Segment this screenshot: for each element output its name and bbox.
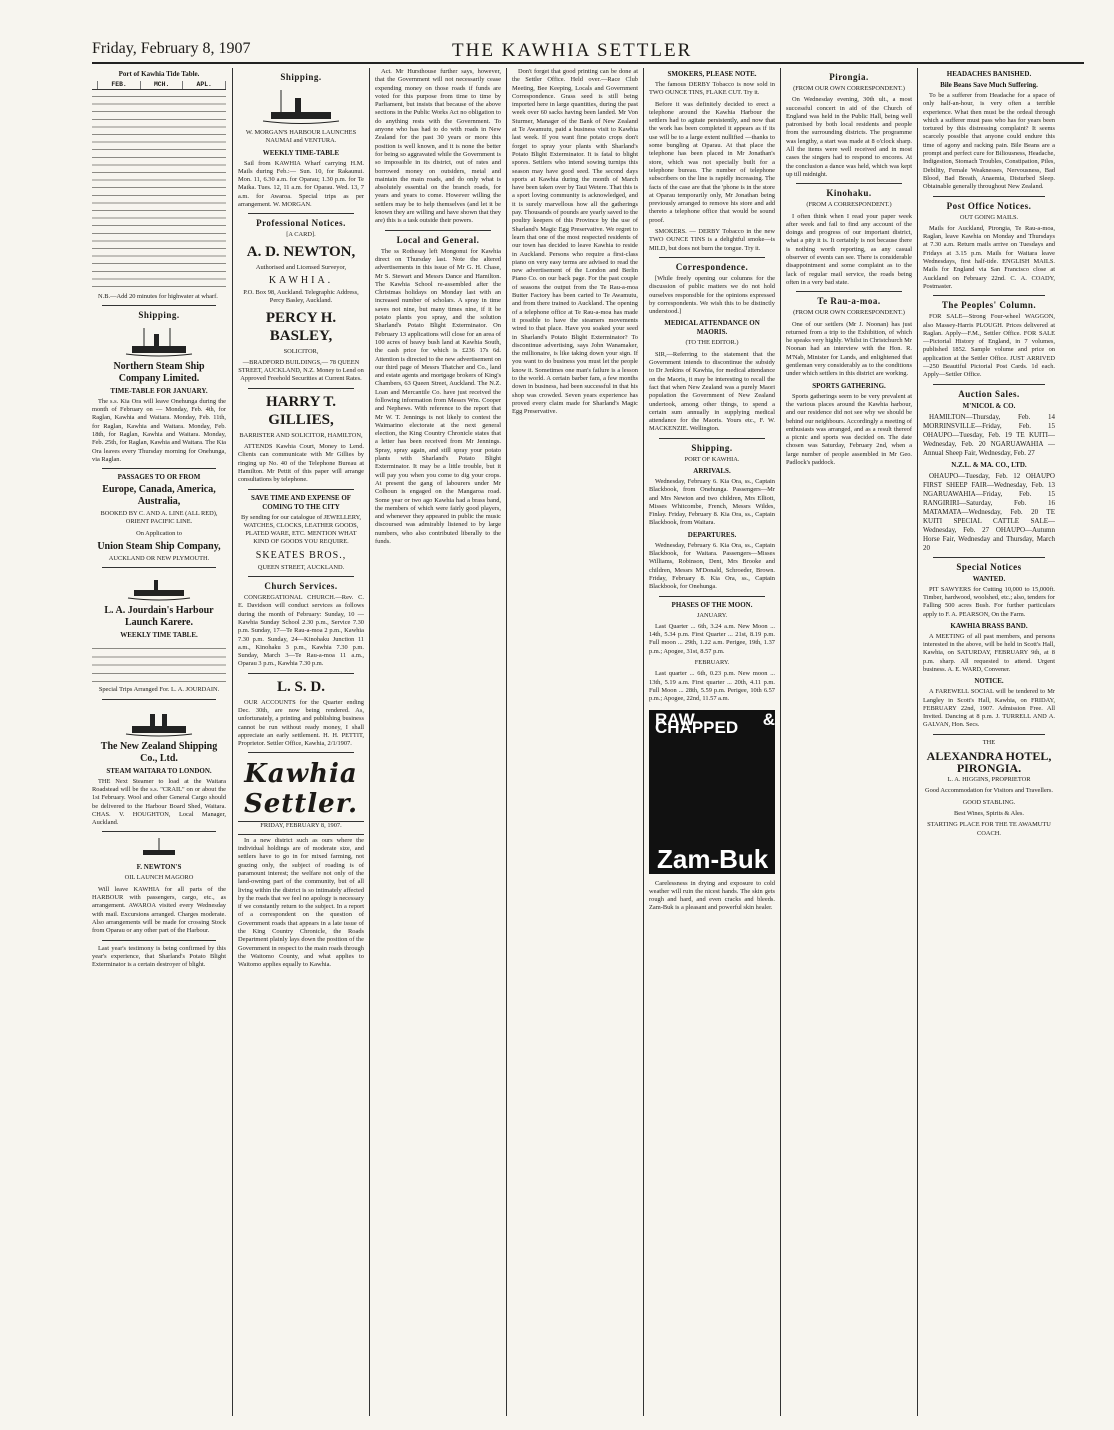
pirongia-text: On Wednesday evening, 30th ult., a most successful concert in aid of the Church of England was held in the Public Hall, being well patronised by both local residents and people from the surrounding districts. The programme was lengthy, a start was made at 8 o'clock sharp. All the items were well received and in most cases the singers had to respond to encores. At the conclusion a dance was held, which was kept up till midnight. [786,96,912,178]
zambuk-text: Carelessness in drying and exposure to cold weather will ruin the nicest hands. The skin gets rough and hard, and even cracks and bleeds. Zam-Buk is a pleasant and powerful skin healer. [649,879,775,912]
gillies-text: ATTENDS Kawhia Court, Money to Lend. Clients can communicate with Mr Gillies by ringing up No. 40 of the Telephone Bureau at Hamilton. Mr Pettit of this paper will arrange consultations by telephone. [238,443,364,484]
hotel-stabling: GOOD STABLING. [962,798,1016,806]
newton-role: Authorised and Licensed Surveyor, [255,263,347,271]
notice-heading: NOTICE. [974,677,1004,686]
wanted-text: PIT SAWYERS for Cutting 10,000 to 15,000ft. Timber, hardwood, woolshed, etc.; also, tenders for Falling 500 acres Bush. For further particulars apply to F. A. PEARSON, On the Farm. [923,585,1055,618]
steamship-icon [124,704,194,738]
paper-title: THE KAWHIA SETTLER [452,40,693,61]
basley-role: SOLICITOR, [283,347,319,355]
tide-table-title: Port of Kawhia Tide Table. [118,70,200,78]
nzl-list: OHAUPO—Tuesday, Feb. 12 OHAUPO FIRST SHEEP FAIR—Wednesday, Feb. 13 NGARUAWAHIA—Friday, Feb. 15 RANGIRIRI—Saturday, Feb. 16 MATAMATA—Wednesday, Feb. 20 TE KUITI SPECIAL CATTLE SALE—Wednesday, Feb. 27 OHAUPO—Autumn Horse Fair, Wednesday and Thursday, March 20 [923,471,1055,552]
port-label: PORT OF KAWHIA. [684,455,740,463]
morgan-title: W. MORGAN'S HARBOUR LAUNCHES NAUMAI and VENTURA. [245,129,357,145]
hotel-name: ALEXANDRA HOTEL, PIRONGIA. [926,749,1052,776]
hotel-the: THE [982,738,996,746]
column-rule [643,68,644,1416]
derby-ad-text: SMOKERS. — DERBY Tobacco in the new TWO OUNCE TINS is a delightful smoke—is MILD, but does not burn the tongue. Try it. [649,228,775,252]
passages-destinations: Europe, Canada, America, Australia, [102,484,216,508]
jourdain-text: Special Trips Arranged For. L. A. JOURDAIN. [98,686,220,694]
february-label: FEBRUARY. [694,659,730,667]
launch-ship-icon [124,572,194,602]
shipping-heading: Shipping. [138,309,180,320]
zambuk-headline: RAW & CHAPPED [655,709,775,737]
february-phases: Last quarter ... 6th, 0.23 p.m. New moon ... 13th, 5.19 a.m. First quarter ... 20th, 4.11 p.m. Full Moon ... 28th, 5.59 p.m. Perigee, 10th 6.57 p.m.; Apogee, 22nd, 11.57 a.m. [649,670,775,703]
teraua-heading: Te Rau-a-moa. [817,296,881,307]
oil-launch-icon [139,836,179,860]
departures-heading: DEPARTURES. [687,530,737,539]
nzs-title: The New Zealand Shipping Co., Ltd. [100,740,218,764]
local-news-text: Don't forget that good printing can be done at the Settler Office. Held over.—Race Club Meeting, Bee Keeping, Locals and Government Correspondence. Grass seed is still being imported here in large quantities, during the past week over 60 sacks having been landed. Mr Von Sturmer, Manager of the Bank of New Zealand at Te Awamutu, paid a business visit to Kawhia last week. If you want fine potato crops don't forget to spray your plants with Sharland's Potato Blight Exterminator. It is fatal to blight spores. Settlers who intend sowing turnips this season may have good seed. The second days sports at Kawhia during the month of March have been taken over by Taui Wetere. That this is a sport loving community is acknowledged, and it is surely marvellous how all the gatherings pay. Thousands of pounds are yearly saved to the poultry keepers of this Province by the use of Sharland's Magic Egg Preservative. We regret to learn that one of the most respected residents of our town has decided to leave Kawhia to reside in Auckland. Persons who require a first-class piano on very easy terms are advised to read the new advertisement of the London and Berlin Piano Co. on our back page. For the past couple of seasons the output from the Te Rau-a-moa Butter Factory has been carted to Te Awamutu, and from there trained to Auckland. The opening of a telephone office at Te Rau-a-moa has made it possible to have the steamers movements wired to that place. Have you soaked your seed in Sharland's Potato Blight Exterminator? To discontinue advertising, says John Wanamaker, the millionaire, is like taking down your sign. If you want to do business you must let the people know it. Sometimes one man's failure is a lesson to the world. A certain barber fam, a few months down in business, had been successful in that his shop was crowded. Seven years experience has proved every claim made for Sharland's Magic Egg Preservative. [512,68,638,416]
steamer-ship-icon [124,324,194,358]
newton-address: P.O. Box 98, Auckland. Telegraphic Address, Percy Basley, Auckland. [243,288,359,305]
masthead-rule [238,821,364,834]
basley-name: PERCY H. BASLEY, [265,309,337,344]
smokers-heading: SMOKERS, PLEASE NOTE. [667,70,757,78]
passages-apply: On Application to [136,529,182,537]
masthead: Kawhia Settler. [243,759,359,820]
telephone-article: Before it was definitely decided to erect a telephone around the Kawhia Harbour the settlers had to agitate persistently, and now that the work has been completed it appears as if its use will be to a large extent nullified —thanks to some bungling at Oparau. At that place the telephone has been placed in Mr Jonathan's store, which was not specially built for a telephone bureau. The number of telephone subscribers on the line is rapidly increasing. The facts of the case are that the 'phone is in the store at Oparau temporarily only, Mr Jonathan being previously arranged to remove his store and add thereto a telephone office that would be sound proof. [649,100,775,224]
church-text: CONGREGATIONAL CHURCH.—Rev. C. E. Davidson will conduct services as follows during the month of February: Sunday, 10 — Kawhia Sunday School 2.30 p.m., Service 7.30 p.m. Sunday, 17—Te Rau-a-moa 2 p.m., Kawhia 7.30 p.m. Sunday, 24—Kinohaku Junction 11 a.m., Kinohaku 3 p.m., Kawhia 7.30 p.m. Sunday, March 3—Te Rau-a-moa 11 a.m., Oparau 3 p.m., Kawhia 7.30 p.m. [238,594,364,668]
morgan-text: Sail from KAWHIA Wharf carrying H.M. Mails during Feb.:— Sun. 10, for Rakaunui. Mon. 11, 6.30 a.m. for Oparau; 1.30 p.m. for Te Maika. Tues. 12, 11 a.m. for Oparau. Wed. 13, 7 a.m. for Awaroa. Special trips as per arrangement. W. MORGAN. [238,159,364,209]
sports-heading: SPORTS GATHERING. [812,381,886,390]
blight-ad-text: Last year's testimony is being confirmed by this year's experience, that Sharland's Potato Blight Exterminator is a certain destroyer of blight. [92,944,226,969]
special-notices-heading: Special Notices [956,561,1022,572]
skeates-name: SKEATES BROS., [255,549,347,561]
gillies-name: HARRY T. GILLIES, [265,393,337,428]
passages-title: PASSAGES TO OR FROM [117,473,201,482]
column-rule [917,68,918,1416]
professional-notices-heading: Professional Notices. [256,218,346,229]
shipping-heading: Shipping. [280,72,322,82]
column-rule [232,68,233,1416]
page-header [92,40,1084,64]
hotel-coach: STARTING PLACE FOR THE TE AWAMUTU COACH. [927,821,1051,837]
lsd-text: OUR ACCOUNTS for the Quarter ending Dec. 30th, are now being rendered. As, unfortunately, a printing and publishing business cannot be run without ready money, I shall appreciate an early settlement. H. H. PETTIT, Proprietor. Settler Office, Kawhia, 2/1/1907. [238,698,364,748]
nss-text: The s.s. Kia Ora will leave Onehunga during the month of February on — Monday, Feb. 4th, for Raglan, Kawhia and Waitara. Monday, Feb. 11th, for Raglan, Kawhia and Waitara. Monday, Feb. 18th, for Raglan, Kawhia and Waitara. Monday, Feb. 25th, for Raglan, Kawhia and Waitara. The Kia Ora leaves every Thursday morning for Onehunga, via Raglan. [92,397,226,463]
bile-text: To be a sufferer from Headache for a space of only half-an-hour, is very often a terrible experience. What then must be the ordeal through which a sufferer must pass who has for years been tortured by this distressing complaint? It seems scarcely possible that anyone could endure this time of agony and racking pain. Bile Beans are a prompt and perfect cure for Biliousness, Headache, Indigestion, Stomach Troubles, Constipation, Piles, Debility, Female Weaknesses, Nervousness, Bad Blood, Bad Breath, Anaemia, Disturbed Sleep. Obtainable generally throughout New Zealand. [923,92,1055,191]
post-office-text: Mails for Auckland, Pirongia, Te Rau-a-moa, Raglan, leave Kawhia on Monday and Thursdays at 7.30 a.m. Return mails arrive on Tuesdays and Fridays at 3.15 p.m. Mails for Waitara leave Wednesdays, first half-tide. ENGLISH MAILS. Mails for England via San Francisco close at Auckland on February 22nd. C. A. COADY, Postmaster. [923,224,1055,290]
jourdain-title: L. A. Jourdain's Harbour Launch Karere. [104,605,214,629]
kinohaku-text: I often think when I read your paper week after week and fail to find any account of the doings and progress of our important district, what a pity it is. It certainly is not because there is nothing worth reporting, as any casual observer of events can see. There is considerable disappointment and some complaint as to the lack of regular mail service, the roads being often in a very bad state. [786,212,912,286]
morgan-subtitle: WEEKLY TIME-TABLE [262,148,340,157]
column-5 [649,68,775,1416]
column-1 [92,68,226,1416]
post-office-heading: Post Office Notices. [946,200,1032,211]
column-2 [238,68,364,1416]
month-header: FEB. [98,81,141,89]
jeweller-heading: SAVE TIME AND EXPENSE OF COMING TO THE CITY [250,493,352,511]
local-general-heading: Local and General. [396,234,480,245]
hotel-proprietor: L. A. HIGGINS, PROPRIETOR [947,776,1031,784]
issue-date: Friday, February 8, 1907 [92,40,251,57]
tide-table [92,81,226,90]
column-7 [923,68,1055,1416]
peoples-column-text: FOR SALE—Strong Four-wheel WAGGON, also Massey-Harris PLOUGH. Prices delivered at Raglan. Apply—F.M., Settler Office. FOR SALE—Pictorial History of England, in 7 volumes, published 1852. Sample volume and price on application at the Settler Office. JUST ARRIVED—250 Beautiful Pictorial Post Cards. 1d each. Apply—Settler Office. [923,313,1055,379]
correspondence-note: [While freely opening our columns for the discussion of public matters we do not hold ourselves responsible for the opinions expressed by correspondents. We wish this to be distinctly understood.] [649,274,775,316]
correspondence-heading: Correspondence. [675,261,749,272]
column-3 [375,68,501,1416]
auction-heading: Auction Sales. [958,388,1020,399]
union-sub: AUCKLAND OR NEW PLYMOUTH. [108,555,210,563]
medical-text: SIR,—Referring to the statement that the Government intends to discontinue the subsidy to Dr Jenkins of Kawhia, for medical attendance on the Maoris, it may be interesting to recall the fact that when New Zealand was a purely Maori population the Government of New Zealand undertook, among other things, to spend a certain sum annually in supplying medical attendance for the Maoris. Yours etc., F. W. MACKENZIE. Wellington. [649,350,775,433]
medical-heading: MEDICAL ATTENDANCE ON MAORIS. [664,319,760,337]
jourdain-subtitle: WEEKLY TIME TABLE. [120,631,198,640]
wanted-heading: WANTED. [972,574,1006,583]
kinohaku-heading: Kinohaku. [826,188,872,199]
column-rule [780,68,781,1416]
band-text: A MEETING of all past members, and persons interested in the above, will be held in Scott's Hall, Kawhia, on SATURDAY, FEBRUARY 9th, at 8 p.m. sharp. All requested to attend. Urgent business. A. E. WARD, Convener. [923,632,1055,673]
bile-subheading: Bile Beans Save Much Suffering. [940,81,1038,89]
church-services-heading: Church Services. [264,581,338,592]
month-header: APL. [183,81,226,89]
hotel-wines: Best Wines, Spirits & Ales. [954,809,1024,817]
launch-illustration-icon [261,86,341,126]
teraua-sub: (FROM OUR OWN CORRESPONDENT.) [793,309,905,317]
band-heading: KAWHIA BRASS BAND. [950,621,1028,630]
column-6 [786,68,912,1416]
nss-subtitle: TIME-TABLE FOR JANUARY. [110,386,208,395]
basley-address: —BRADFORD BUILDINGS,— 78 QUEEN STREET, AUCKLAND, N.Z. Money to Lend on Approved Freehold Securities at Current Rates. [238,358,364,383]
masthead-date: FRIDAY, FEBRUARY 8, 1907. [260,822,342,830]
bile-heading: HEADACHES BANISHED. [946,70,1032,78]
nzs-subtitle: STEAM WAITARA TO LONDON. [106,766,212,775]
lsd-heading: L. S. D. [277,678,325,695]
month-header: MCH. [140,81,183,89]
passages-text: BOOKED BY C. AND A. LINE (ALL RED), ORIENT PACIFIC LINE. [100,510,218,526]
pirongia-sub: (FROM OUR OWN CORRESPONDENT.) [793,85,905,92]
gillies-role: BARRISTER AND SOLICITOR, HAMILTON, [239,431,363,439]
nss-title: Northern Steam Ship Company Limited. [113,360,205,384]
newton-place: KAWHIA. [268,274,334,286]
article-continued: Act. Mr Hursthouse further says, however, that the Government will not necessarily cease expending money on those roads if funds are voted for this purpose from time to time by Parliament, but insists that because of the above sections in the Public Works Act no obligation to do anything rests with the Government. To anyone who has had to do with roads in New Zealand for the past 30 years or more this position is well known, and it is none the better for being so aggravated while the Government is so impossible in its district, out of rates and borrowed money on outsiders, metal and maintain the main roads, and do only what is absolutely essential on the branch roads, for years and years to come. However willing the settlers may be to help themselves (and let it be known they are willing and have shown that they are) this is a task outside their powers. [375,68,501,225]
peoples-column-heading: The Peoples' Column. [941,300,1037,311]
kinohaku-sub: (FROM A CORRESPONDENT.) [806,201,892,209]
january-phases: Last Quarter ... 6th, 3.24 a.m. New Moon ... 14th, 5.34 p.m. First Quarter ... 21st, 8.19 p.m. Full moon ... 29th, 1.22 a.m. Perigee, 19th, 1.37 p.m.; Apogee, 31st, 8.57 p.m. [649,622,775,655]
leading-article: In a new district such as ours where the individual holdings are of moderate size, and settlers have to go in for mixed farming, not grazing only, the subject of roading is of paramount interest; the welfare not only of the land-owning part of the community, but of all living within the district is so intimately affected by the roads that we feel no apology is necessary if we constantly return to the subject. In a report of a correspondent on the question of Government roads that appears in a late issue of the King Country Chronicle, the Roads Department plainly lays down the position of the Government in respect to the main roads through the Waitomo County, and what applies to Waitomo applies equally to Kawhia. [238,836,364,969]
hotel-text: Good Accommodation for Visitors and Travellers. [924,787,1053,795]
post-office-sub: OUT GOING MAILS. [959,213,1019,221]
mnicol-name: M'NICOL & CO. [962,401,1016,410]
mnicol-list: HAMILTON—Thursday, Feb. 14 MORRINSVILLE—Friday, Feb. 15 OHAUPO—Tuesday, Feb. 19 TE KUITI—Wednesday, Feb. 20 NGARUAWAHIA — Annual Sheep Fair, Wednesday, Feb. 27 [923,412,1055,457]
zambuk-brand: Zam-Buk [657,844,769,875]
newton-launch-sub: OIL LAUNCH MAGORO [124,874,194,882]
arrivals-text: Wednesday, February 6. Kia Ora, ss., Captain Blackbook, from Onehunga. Passengers—Mr and Mrs Newton and two children, Mrs Elliott, Misses Whitcombe, French, Messrs Wildes, Finlay. Friday, February 8. Kia Ora, ss., Captain Blackbook, from Waitara. [649,477,775,527]
skeates-address: QUEEN STREET, AUCKLAND. [257,563,345,571]
tide-note: N.B.—Add 20 minutes for highwater at wharf. [98,292,218,300]
moon-heading: PHASES OF THE MOON. [671,600,753,609]
nzl-name: N.Z.L. & MA. CO., LTD. [951,460,1027,469]
arrivals-heading: ARRIVALS. [693,466,731,475]
sports-text: Sports gatherings seem to be very prevalent at the various places around the Kawhia harbour, and our residence did not see why we should be behind our neighbours. Accordingly a meeting of enthusiasts was arranged, and as a result thereof a picnic and sports was decided on. The date chosen was Saturday, February 2nd, when a large number of people assembled in Mr Geo. Padlock's paddock. [786,392,912,466]
newton-launch-text: Will leave KAWHIA for all parts of the HARBOUR with passengers, cargo, etc., as arrangement. AWAROA visited every Wednesday with mail. Excursions arranged. Charges moderate. Also arrangements will be made for crossing Stock from Oparau or any other part of the Harbour. [92,885,226,935]
newton-name: A. D. NEWTON, [246,243,356,260]
tide-rows [92,91,226,291]
medical-sub: (TO THE EDITOR.) [685,339,739,347]
pirongia-heading: Pirongia. [829,72,869,82]
zambuk-advert [649,710,775,874]
january-label: JANUARY. [696,611,728,619]
departures-text: Wednesday, February 6. Kia Ora, ss., Captain Blackbook, for Waitara. Passengers—Misses Williams, Robinson, Dent, Mrs Brooke and children, Messrs M'Donald, Schroeder, Brown. Friday, February 8. Kia Ora, ss., Captain Blackbook, for Onehunga. [649,541,775,591]
column-rule [506,68,507,1416]
union-company: Union Steam Ship Company, [97,541,221,553]
jourdain-timetable [92,642,226,686]
teraua-text: One of our settlers (Mr J. Noonan) has just returned from a trip to the Exhibition, of which he speaks very highly. Whilst in Christchurch Mr Noonan had an interview with the Hon. R. M'Nab, Minister for Lands, and enlightened that gentleman very considerably as to the conditions under which settlers in this district are working. [786,320,912,378]
nzs-text: THE Next Steamer to load at the Waitara Roadstead will be the s.s. "CRAIL" on or about the 1st February. Wool and other General Cargo should be delivered to the Harbour Board Shed, Waitara. CHAS. V. HOUGHTON, Local Manager, Auckland. [92,777,226,827]
notice-text: A FAREWELL SOCIAL will be tendered to Mr Langley in Scott's Hall, Kawhia, on FRIDAY, FEBRUARY 22nd, 1907. Admission Free. All Invited. Dancing at 8 p.m. J. TURRELL AND A. GALVAN, Hon. Secs. [923,688,1055,729]
card-label: [A CARD]. [286,231,316,239]
newton-launch-title: F. NEWTON'S [136,863,182,872]
shipping-heading: Shipping. [691,442,733,453]
local-general-text: The ss Rothesay left Mongonui for Kawhia direct on Thursday last. Note the altered advertisements in this issue of Mr G. H. Chase, Mr S. Stewart and Messrs Dance and Hamilton. The Kawhia School re-assembled after the Christmas holidays on Monday last with an increased number of scholars. A spray in time saves not nine, but many times nine, if it be potato plants you spray, and the solution Sharland's Potato Blight Exterminator. On February 13 applications will close for an area of 100 acres of heavy bush land at Kawhia South, the cash price for which is £236 17s 6d. Attention is directed to the new advertisement on our third page of Messrs Thatcher and Co., land and estate agents and mortgage brokers of King's Chambers, 63 Queen Street, Auckland. The N.Z. Loan and Mercantile Co. have just received the following information from Messrs Wm. Cooper and Nephews. With reference to the report that Mr W. T. Jennings is not likely to contest the Waimarino electorate at the next general election, the King Country Chronicle states that a letter has been received from Mr Jennings. Spray, spray again, and still spray your potato plants with Sharland's Potato Blight Exterminator. It may be a little trouble, but it will pay you when you come to dig your crops. At present the gang of labourers under Mr Colhoun is engaged on the Mangaroa road. Some year or two ago Kawhia had a brass band, the members of which were fairly good players, and whenever they appeared in public the music discoursed was admirably listened to by large numbers, who also contributed liberally to the funds. [375,247,501,546]
smokers-text: The famous DERBY Tobacco is now sold in TWO OUNCE TINS, FLAKE CUT. Try it. [649,81,775,97]
column-rule [369,68,370,1416]
jeweller-text: By sending for our catalogue of JEWELLERY, WATCHES, CLOCKS, LEATHER GOODS, PLATED WARE, ETC. MENTION WHAT KIND OF GOODS YOU REQUIRE. [240,513,362,546]
column-4 [512,68,638,1416]
